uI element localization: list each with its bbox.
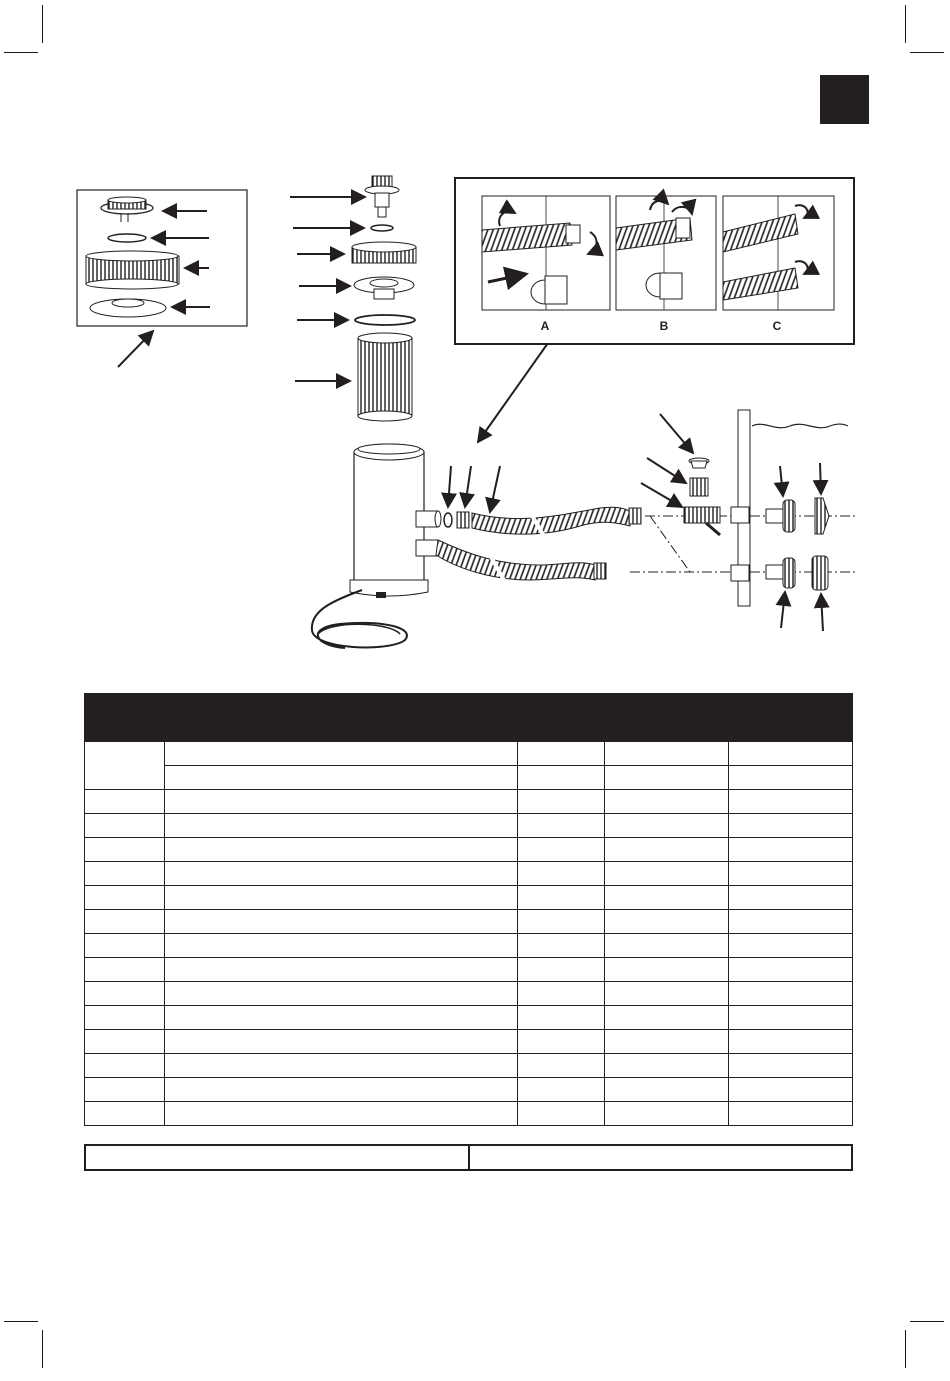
table-row	[85, 1006, 853, 1030]
footer-cell-right	[469, 1145, 853, 1170]
hose-clamp-steps-panel	[455, 178, 854, 344]
crop-mark	[905, 1330, 906, 1368]
header-description	[165, 694, 518, 742]
step-label-b: B	[659, 319, 669, 333]
header-qty	[518, 694, 605, 742]
table-row	[85, 958, 853, 982]
table-row	[85, 862, 853, 886]
crop-mark	[42, 1330, 43, 1368]
lid-assembly-inset	[77, 190, 247, 367]
header-sub-2	[729, 718, 853, 742]
header-sub-1	[605, 718, 729, 742]
pool-wall-fittings	[641, 410, 855, 631]
center-exploded-parts	[290, 176, 416, 421]
table-row	[85, 1078, 853, 1102]
table-row	[85, 766, 853, 790]
table-row	[85, 790, 853, 814]
step-label-a: A	[540, 319, 550, 333]
header-spare-part-no	[605, 694, 853, 718]
table-row	[85, 982, 853, 1006]
table-row	[85, 814, 853, 838]
table-row	[85, 910, 853, 934]
filter-housing	[312, 444, 441, 648]
table-row	[85, 838, 853, 862]
footer-cell-left	[85, 1145, 469, 1170]
crop-mark	[4, 1321, 38, 1322]
step-label-c: C	[772, 319, 782, 333]
crop-mark	[910, 1321, 944, 1322]
table-row	[85, 742, 853, 766]
table-row	[85, 1030, 853, 1054]
table-row	[85, 934, 853, 958]
table-row	[85, 886, 853, 910]
parts-list-table	[84, 693, 853, 1126]
header-ref-no	[85, 694, 165, 742]
footer-table	[84, 1144, 853, 1171]
exploded-assembly-diagram	[0, 0, 950, 680]
table-row	[85, 1054, 853, 1078]
table-row	[85, 1102, 853, 1126]
